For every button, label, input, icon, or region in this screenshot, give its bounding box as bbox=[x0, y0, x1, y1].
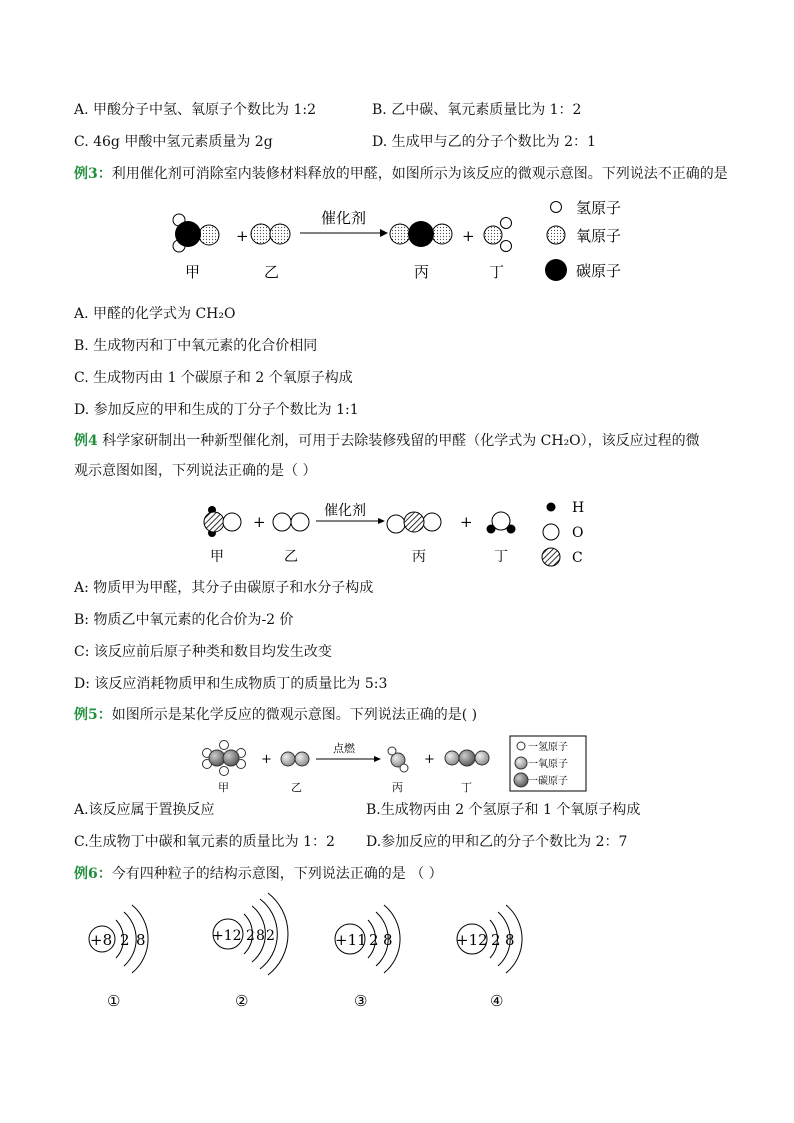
svg-text:8: 8 bbox=[136, 931, 146, 949]
ex5-label-jia: 甲 bbox=[218, 781, 229, 794]
ex5-molecule-jia bbox=[203, 741, 246, 776]
ex3-molecule-jia bbox=[173, 214, 219, 252]
option-a: A. 甲酸分子中氢、氧原子个数比为 1:2 bbox=[74, 102, 316, 118]
svg-text:+11: +11 bbox=[335, 931, 367, 949]
ex6-question: 例6：今有四种粒子的结构示意图，下列说法正确的是 （ ） bbox=[74, 866, 443, 882]
ex3-question bbox=[74, 165, 728, 183]
svg-text:8: 8 bbox=[256, 928, 265, 944]
ex5-label: 例5： bbox=[74, 707, 112, 723]
ex6-label: 例6： bbox=[74, 866, 112, 882]
svg-text:一氧原子: 一氧原子 bbox=[528, 759, 568, 770]
ex3-catalyst: 催化剂 bbox=[321, 209, 367, 227]
ex4-molecule-jia bbox=[204, 506, 241, 537]
svg-text:2: 2 bbox=[369, 931, 379, 949]
svg-text:2: 2 bbox=[246, 928, 255, 944]
ex4-reaction-figure bbox=[190, 493, 610, 568]
ex5-question: 例5：如图所示是某化学反应的微观示意图。下列说法正确的是( ) bbox=[74, 707, 478, 723]
option-c: C. 46g 甲酸中氢元素质量为 2g bbox=[74, 134, 273, 150]
ex4-option-c: C: 该反应前后原子种类和数目均发生改变 bbox=[74, 644, 332, 660]
ex3-label-bing: 丙 bbox=[414, 263, 430, 281]
ex5-reaction-figure bbox=[196, 733, 596, 795]
ex4-question-line2: 观示意图如图，下列说法正确的是（ ） bbox=[74, 463, 317, 479]
svg-text:③: ③ bbox=[354, 992, 368, 1010]
svg-text:C: C bbox=[572, 550, 583, 566]
svg-text:2: 2 bbox=[120, 931, 130, 949]
ex4-legend bbox=[542, 500, 584, 566]
ex4-plus-1: + bbox=[253, 513, 266, 531]
svg-text:氧原子: 氧原子 bbox=[576, 227, 622, 245]
ex6-particle-diagrams bbox=[80, 890, 540, 1015]
ex5-molecule-ding bbox=[445, 750, 489, 766]
ex5-molecule-yi bbox=[281, 752, 309, 766]
ex3-plus-1: + bbox=[236, 227, 249, 245]
svg-text:+8: +8 bbox=[90, 931, 113, 949]
svg-text:8: 8 bbox=[505, 931, 515, 949]
ex4-molecule-bing bbox=[387, 512, 441, 533]
ex4-label-bing: 丙 bbox=[412, 549, 426, 565]
ex4-option-b: B: 物质乙中氧元素的化合价为-2 价 bbox=[74, 612, 294, 628]
ex5-option-a: A.该反应属于置换反应 bbox=[74, 802, 215, 818]
svg-text:2: 2 bbox=[266, 928, 275, 944]
ex5-legend bbox=[510, 736, 586, 791]
ex5-plus-1: + bbox=[261, 752, 272, 767]
ex3-option-d: D. 参加反应的甲和生成的丁分子个数比为 1:1 bbox=[74, 402, 359, 418]
svg-text:氢原子: 氢原子 bbox=[576, 199, 622, 217]
ex3-legend bbox=[545, 199, 621, 281]
ex4-plus-2: + bbox=[460, 513, 473, 531]
ex5-label-bing: 丙 bbox=[392, 781, 403, 794]
svg-text:H: H bbox=[572, 500, 585, 516]
ex3-reaction-figure bbox=[160, 193, 660, 288]
ex3-option-b: B. 生成物丙和丁中氧元素的化合价相同 bbox=[74, 338, 318, 354]
ex3-option-a: A. 甲醛的化学式为 CH₂O bbox=[74, 306, 236, 322]
svg-text:8: 8 bbox=[383, 931, 393, 949]
ex5-option-d: D.参加反应的甲和乙的分子个数比为 2：7 bbox=[366, 834, 628, 850]
ex6-particle-3 bbox=[335, 905, 400, 1010]
ex4-option-d: D: 该反应消耗物质甲和生成物质丁的质量比为 5:3 bbox=[74, 676, 388, 692]
ex3-plus-2: + bbox=[462, 227, 475, 245]
ex3-option-c: C. 生成物丙由 1 个碳原子和 2 个氧原子构成 bbox=[74, 370, 353, 386]
ex3-molecule-ding bbox=[484, 218, 512, 252]
ex5-label-yi: 乙 bbox=[291, 781, 302, 794]
ex6-particle-2 bbox=[212, 893, 288, 1010]
svg-text:2: 2 bbox=[491, 931, 501, 949]
svg-text:一氢原子: 一氢原子 bbox=[528, 742, 568, 753]
svg-text:+12: +12 bbox=[212, 928, 242, 944]
svg-text:碳原子: 碳原子 bbox=[576, 262, 622, 280]
ex4-label-jia: 甲 bbox=[210, 549, 224, 565]
ex4-molecule-yi bbox=[273, 513, 309, 531]
ex3-molecule-yi bbox=[251, 224, 290, 244]
ex5-option-c: C.生成物丁中碳和氧元素的质量比为 1：2 bbox=[74, 834, 335, 850]
ex3-label-ding: 丁 bbox=[489, 263, 505, 281]
ex3-label-jia: 甲 bbox=[185, 263, 201, 281]
ex3-label-yi: 乙 bbox=[264, 263, 280, 281]
ex3-molecule-bing bbox=[390, 221, 452, 247]
svg-text:+12: +12 bbox=[456, 931, 488, 949]
ex3-question-text: 利用催化剂可消除室内装修材料释放的甲醛，如图所示为该反应的微观示意图。下列说法不正确的是 bbox=[111, 166, 728, 182]
ex4-molecule-ding bbox=[487, 512, 516, 534]
ex5-label-ding: 丁 bbox=[461, 781, 472, 794]
ex6-particle-4 bbox=[456, 905, 522, 1010]
ex5-plus-2: + bbox=[424, 752, 435, 767]
ex4-label-yi: 乙 bbox=[284, 549, 298, 565]
ex5-option-b: B.生成物丙由 2 个氢原子和 1 个氧原子构成 bbox=[366, 802, 641, 818]
ex6-particle-1 bbox=[89, 905, 148, 1010]
ex4-label-ding: 丁 bbox=[494, 549, 508, 565]
ex4-option-a: A: 物质甲为甲醛，其分子由碳原子和水分子构成 bbox=[74, 580, 374, 596]
svg-text:O: O bbox=[572, 525, 584, 541]
ex5-condition: 点燃 bbox=[333, 742, 355, 755]
svg-text:一碳原子: 一碳原子 bbox=[528, 776, 568, 787]
option-d: D. 生成甲与乙的分子个数比为 2：1 bbox=[372, 134, 596, 150]
ex5-molecule-bing bbox=[388, 747, 408, 772]
ex4-label: 例4 bbox=[74, 433, 98, 449]
ex3-label: 例3： bbox=[74, 166, 112, 182]
ex4-catalyst: 催化剂 bbox=[324, 503, 366, 519]
svg-text:②: ② bbox=[235, 992, 249, 1010]
svg-text:④: ④ bbox=[490, 992, 504, 1010]
option-b: B. 乙中碳、氧元素质量比为 1：2 bbox=[372, 102, 582, 118]
svg-text:①: ① bbox=[107, 992, 121, 1010]
ex4-question: 例4 科学家研制出一种新型催化剂，可用于去除装修残留的甲醛（化学式为 CH₂O），该反应过程的微 bbox=[74, 433, 700, 449]
